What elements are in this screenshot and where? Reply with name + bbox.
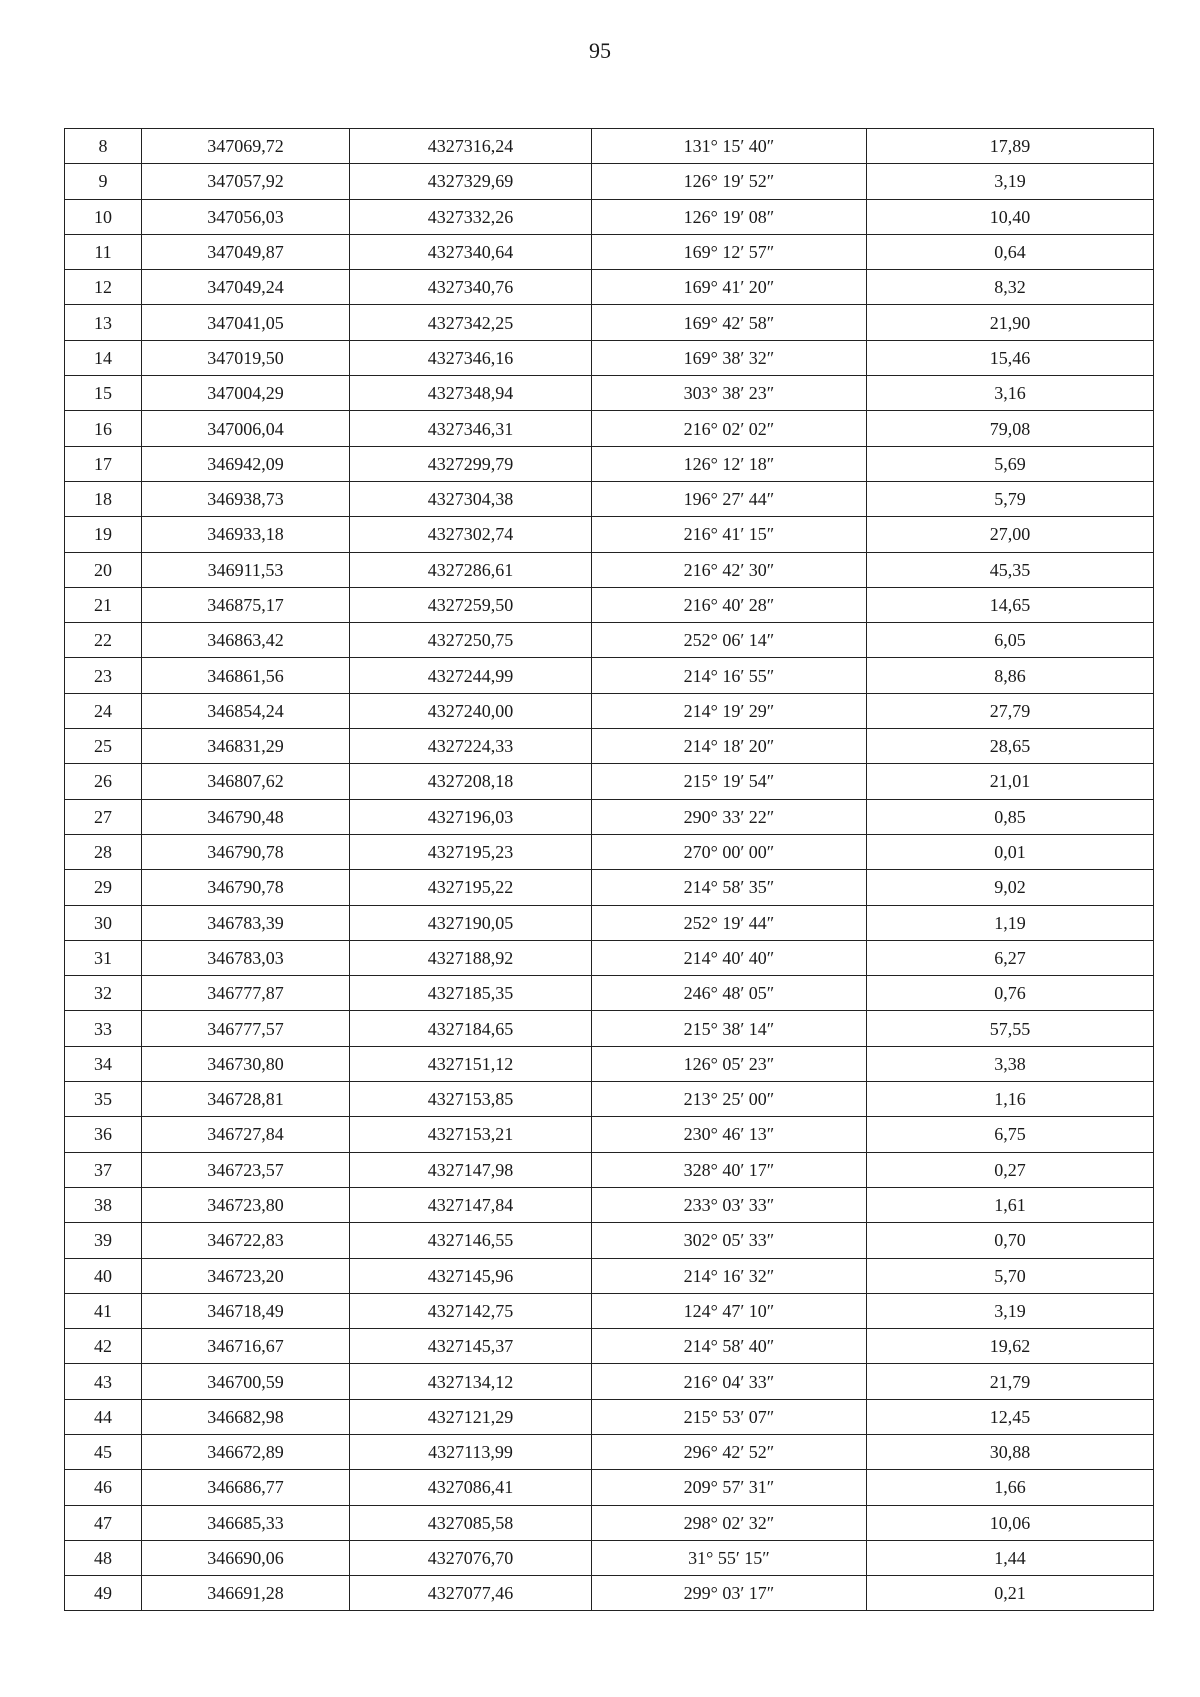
point-number-cell: 36	[65, 1117, 142, 1152]
point-number-cell: 31	[65, 940, 142, 975]
distance-cell: 6,75	[867, 1117, 1154, 1152]
y-coordinate-cell: 4327185,35	[350, 976, 592, 1011]
y-coordinate-cell: 4327299,79	[350, 446, 592, 481]
point-number-cell: 37	[65, 1152, 142, 1187]
table-row	[65, 1152, 1154, 1187]
distance-cell: 10,06	[867, 1505, 1154, 1540]
y-coordinate-cell: 4327240,00	[350, 693, 592, 728]
y-coordinate-cell: 4327244,99	[350, 658, 592, 693]
distance-cell: 1,61	[867, 1187, 1154, 1222]
point-number-cell: 38	[65, 1187, 142, 1222]
y-coordinate-cell: 4327342,25	[350, 305, 592, 340]
point-number-cell: 20	[65, 552, 142, 587]
point-number-cell: 17	[65, 446, 142, 481]
table-row	[65, 411, 1154, 446]
distance-cell: 30,88	[867, 1434, 1154, 1469]
direction-angle-cell: 169° 41′ 20″	[592, 270, 867, 305]
table-row	[65, 129, 1154, 164]
point-number-cell: 26	[65, 764, 142, 799]
y-coordinate-cell: 4327077,46	[350, 1576, 592, 1611]
y-coordinate-cell: 4327145,96	[350, 1258, 592, 1293]
coordinates-table-body	[65, 129, 1154, 1611]
x-coordinate-cell: 347004,29	[142, 376, 350, 411]
direction-angle-cell: 169° 42′ 58″	[592, 305, 867, 340]
y-coordinate-cell: 4327340,76	[350, 270, 592, 305]
direction-angle-cell: 126° 05′ 23″	[592, 1046, 867, 1081]
x-coordinate-cell: 347019,50	[142, 340, 350, 375]
table-row	[65, 1434, 1154, 1469]
table-row	[65, 340, 1154, 375]
table-row	[65, 623, 1154, 658]
distance-cell: 12,45	[867, 1399, 1154, 1434]
x-coordinate-cell: 346690,06	[142, 1540, 350, 1575]
direction-angle-cell: 233° 03′ 33″	[592, 1187, 867, 1222]
direction-angle-cell: 290° 33′ 22″	[592, 799, 867, 834]
point-number-cell: 25	[65, 729, 142, 764]
y-coordinate-cell: 4327113,99	[350, 1434, 592, 1469]
table-row	[65, 446, 1154, 481]
y-coordinate-cell: 4327250,75	[350, 623, 592, 658]
distance-cell: 21,90	[867, 305, 1154, 340]
table-row	[65, 1258, 1154, 1293]
table-row	[65, 905, 1154, 940]
x-coordinate-cell: 347057,92	[142, 164, 350, 199]
table-row	[65, 1117, 1154, 1152]
distance-cell: 0,21	[867, 1576, 1154, 1611]
point-number-cell: 15	[65, 376, 142, 411]
direction-angle-cell: 214° 18′ 20″	[592, 729, 867, 764]
x-coordinate-cell: 347049,24	[142, 270, 350, 305]
coordinates-table	[64, 128, 1154, 1611]
direction-angle-cell: 216° 04′ 33″	[592, 1364, 867, 1399]
point-number-cell: 47	[65, 1505, 142, 1540]
y-coordinate-cell: 4327286,61	[350, 552, 592, 587]
table-row	[65, 1505, 1154, 1540]
direction-angle-cell: 196° 27′ 44″	[592, 481, 867, 516]
table-row	[65, 1540, 1154, 1575]
point-number-cell: 28	[65, 834, 142, 869]
point-number-cell: 24	[65, 693, 142, 728]
distance-cell: 17,89	[867, 129, 1154, 164]
direction-angle-cell: 215° 38′ 14″	[592, 1011, 867, 1046]
table-row	[65, 729, 1154, 764]
distance-cell: 1,44	[867, 1540, 1154, 1575]
distance-cell: 27,00	[867, 517, 1154, 552]
y-coordinate-cell: 4327195,23	[350, 834, 592, 869]
distance-cell: 6,05	[867, 623, 1154, 658]
point-number-cell: 33	[65, 1011, 142, 1046]
direction-angle-cell: 214° 16′ 32″	[592, 1258, 867, 1293]
x-coordinate-cell: 346938,73	[142, 481, 350, 516]
distance-cell: 9,02	[867, 870, 1154, 905]
direction-angle-cell: 216° 02′ 02″	[592, 411, 867, 446]
x-coordinate-cell: 346672,89	[142, 1434, 350, 1469]
direction-angle-cell: 214° 16′ 55″	[592, 658, 867, 693]
distance-cell: 0,85	[867, 799, 1154, 834]
table-row	[65, 1011, 1154, 1046]
table-row	[65, 1364, 1154, 1399]
point-number-cell: 32	[65, 976, 142, 1011]
direction-angle-cell: 126° 19′ 08″	[592, 199, 867, 234]
x-coordinate-cell: 346685,33	[142, 1505, 350, 1540]
distance-cell: 0,64	[867, 234, 1154, 269]
y-coordinate-cell: 4327340,64	[350, 234, 592, 269]
distance-cell: 15,46	[867, 340, 1154, 375]
table-row	[65, 658, 1154, 693]
direction-angle-cell: 214° 40′ 40″	[592, 940, 867, 975]
x-coordinate-cell: 346933,18	[142, 517, 350, 552]
x-coordinate-cell: 346790,78	[142, 834, 350, 869]
x-coordinate-cell: 346730,80	[142, 1046, 350, 1081]
direction-angle-cell: 216° 41′ 15″	[592, 517, 867, 552]
y-coordinate-cell: 4327329,69	[350, 164, 592, 199]
y-coordinate-cell: 4327153,21	[350, 1117, 592, 1152]
point-number-cell: 22	[65, 623, 142, 658]
y-coordinate-cell: 4327348,94	[350, 376, 592, 411]
distance-cell: 0,70	[867, 1223, 1154, 1258]
direction-angle-cell: 296° 42′ 52″	[592, 1434, 867, 1469]
x-coordinate-cell: 346700,59	[142, 1364, 350, 1399]
direction-angle-cell: 252° 19′ 44″	[592, 905, 867, 940]
x-coordinate-cell: 346790,78	[142, 870, 350, 905]
table-row	[65, 1470, 1154, 1505]
point-number-cell: 23	[65, 658, 142, 693]
distance-cell: 3,19	[867, 1293, 1154, 1328]
y-coordinate-cell: 4327153,85	[350, 1082, 592, 1117]
distance-cell: 5,69	[867, 446, 1154, 481]
point-number-cell: 45	[65, 1434, 142, 1469]
table-row	[65, 305, 1154, 340]
distance-cell: 5,70	[867, 1258, 1154, 1293]
x-coordinate-cell: 346777,87	[142, 976, 350, 1011]
point-number-cell: 35	[65, 1082, 142, 1117]
table-row	[65, 376, 1154, 411]
point-number-cell: 46	[65, 1470, 142, 1505]
distance-cell: 3,38	[867, 1046, 1154, 1081]
distance-cell: 5,79	[867, 481, 1154, 516]
y-coordinate-cell: 4327145,37	[350, 1329, 592, 1364]
direction-angle-cell: 303° 38′ 23″	[592, 376, 867, 411]
x-coordinate-cell: 346807,62	[142, 764, 350, 799]
y-coordinate-cell: 4327184,65	[350, 1011, 592, 1046]
table-row	[65, 1187, 1154, 1222]
point-number-cell: 49	[65, 1576, 142, 1611]
table-row	[65, 870, 1154, 905]
y-coordinate-cell: 4327147,84	[350, 1187, 592, 1222]
y-coordinate-cell: 4327259,50	[350, 587, 592, 622]
point-number-cell: 9	[65, 164, 142, 199]
direction-angle-cell: 213° 25′ 00″	[592, 1082, 867, 1117]
table-row	[65, 1576, 1154, 1611]
table-row	[65, 1293, 1154, 1328]
x-coordinate-cell: 346790,48	[142, 799, 350, 834]
x-coordinate-cell: 346727,84	[142, 1117, 350, 1152]
x-coordinate-cell: 347041,05	[142, 305, 350, 340]
table-row	[65, 234, 1154, 269]
direction-angle-cell: 126° 12′ 18″	[592, 446, 867, 481]
y-coordinate-cell: 4327085,58	[350, 1505, 592, 1540]
distance-cell: 45,35	[867, 552, 1154, 587]
distance-cell: 1,16	[867, 1082, 1154, 1117]
distance-cell: 3,16	[867, 376, 1154, 411]
direction-angle-cell: 214° 58′ 35″	[592, 870, 867, 905]
direction-angle-cell: 131° 15′ 40″	[592, 129, 867, 164]
x-coordinate-cell: 346777,57	[142, 1011, 350, 1046]
x-coordinate-cell: 346718,49	[142, 1293, 350, 1328]
y-coordinate-cell: 4327190,05	[350, 905, 592, 940]
distance-cell: 79,08	[867, 411, 1154, 446]
table-row	[65, 1046, 1154, 1081]
distance-cell: 27,79	[867, 693, 1154, 728]
y-coordinate-cell: 4327302,74	[350, 517, 592, 552]
x-coordinate-cell: 346723,20	[142, 1258, 350, 1293]
y-coordinate-cell: 4327147,98	[350, 1152, 592, 1187]
direction-angle-cell: 169° 38′ 32″	[592, 340, 867, 375]
point-number-cell: 18	[65, 481, 142, 516]
direction-angle-cell: 31° 55′ 15″	[592, 1540, 867, 1575]
point-number-cell: 8	[65, 129, 142, 164]
y-coordinate-cell: 4327332,26	[350, 199, 592, 234]
point-number-cell: 21	[65, 587, 142, 622]
y-coordinate-cell: 4327076,70	[350, 1540, 592, 1575]
point-number-cell: 14	[65, 340, 142, 375]
x-coordinate-cell: 346942,09	[142, 446, 350, 481]
x-coordinate-cell: 346854,24	[142, 693, 350, 728]
y-coordinate-cell: 4327316,24	[350, 129, 592, 164]
distance-cell: 0,27	[867, 1152, 1154, 1187]
distance-cell: 1,66	[867, 1470, 1154, 1505]
table-row	[65, 764, 1154, 799]
direction-angle-cell: 124° 47′ 10″	[592, 1293, 867, 1328]
distance-cell: 14,65	[867, 587, 1154, 622]
y-coordinate-cell: 4327134,12	[350, 1364, 592, 1399]
y-coordinate-cell: 4327304,38	[350, 481, 592, 516]
y-coordinate-cell: 4327146,55	[350, 1223, 592, 1258]
y-coordinate-cell: 4327346,31	[350, 411, 592, 446]
distance-cell: 0,76	[867, 976, 1154, 1011]
point-number-cell: 43	[65, 1364, 142, 1399]
direction-angle-cell: 299° 03′ 17″	[592, 1576, 867, 1611]
y-coordinate-cell: 4327086,41	[350, 1470, 592, 1505]
y-coordinate-cell: 4327121,29	[350, 1399, 592, 1434]
table-row	[65, 164, 1154, 199]
direction-angle-cell: 246° 48′ 05″	[592, 976, 867, 1011]
x-coordinate-cell: 346863,42	[142, 623, 350, 658]
point-number-cell: 12	[65, 270, 142, 305]
table-row	[65, 517, 1154, 552]
x-coordinate-cell: 346783,03	[142, 940, 350, 975]
table-row	[65, 693, 1154, 728]
table-row	[65, 552, 1154, 587]
direction-angle-cell: 214° 19′ 29″	[592, 693, 867, 728]
x-coordinate-cell: 347069,72	[142, 129, 350, 164]
x-coordinate-cell: 347006,04	[142, 411, 350, 446]
table-row	[65, 834, 1154, 869]
table-row	[65, 1329, 1154, 1364]
point-number-cell: 13	[65, 305, 142, 340]
y-coordinate-cell: 4327142,75	[350, 1293, 592, 1328]
x-coordinate-cell: 346911,53	[142, 552, 350, 587]
x-coordinate-cell: 346728,81	[142, 1082, 350, 1117]
distance-cell: 10,40	[867, 199, 1154, 234]
point-number-cell: 16	[65, 411, 142, 446]
x-coordinate-cell: 347049,87	[142, 234, 350, 269]
table-row	[65, 976, 1154, 1011]
y-coordinate-cell: 4327224,33	[350, 729, 592, 764]
direction-angle-cell: 302° 05′ 33″	[592, 1223, 867, 1258]
table-row	[65, 1082, 1154, 1117]
point-number-cell: 40	[65, 1258, 142, 1293]
x-coordinate-cell: 346686,77	[142, 1470, 350, 1505]
y-coordinate-cell: 4327208,18	[350, 764, 592, 799]
y-coordinate-cell: 4327188,92	[350, 940, 592, 975]
point-number-cell: 48	[65, 1540, 142, 1575]
table-row	[65, 1399, 1154, 1434]
page-number: 95	[589, 38, 611, 63]
point-number-cell: 29	[65, 870, 142, 905]
direction-angle-cell: 216° 40′ 28″	[592, 587, 867, 622]
y-coordinate-cell: 4327195,22	[350, 870, 592, 905]
x-coordinate-cell: 346875,17	[142, 587, 350, 622]
table-row	[65, 799, 1154, 834]
direction-angle-cell: 252° 06′ 14″	[592, 623, 867, 658]
table-row	[65, 587, 1154, 622]
x-coordinate-cell: 346691,28	[142, 1576, 350, 1611]
distance-cell: 8,86	[867, 658, 1154, 693]
point-number-cell: 39	[65, 1223, 142, 1258]
x-coordinate-cell: 346783,39	[142, 905, 350, 940]
direction-angle-cell: 209° 57′ 31″	[592, 1470, 867, 1505]
point-number-cell: 10	[65, 199, 142, 234]
distance-cell: 28,65	[867, 729, 1154, 764]
direction-angle-cell: 298° 02′ 32″	[592, 1505, 867, 1540]
distance-cell: 57,55	[867, 1011, 1154, 1046]
distance-cell: 21,01	[867, 764, 1154, 799]
x-coordinate-cell: 346682,98	[142, 1399, 350, 1434]
x-coordinate-cell: 346723,80	[142, 1187, 350, 1222]
direction-angle-cell: 126° 19′ 52″	[592, 164, 867, 199]
y-coordinate-cell: 4327151,12	[350, 1046, 592, 1081]
table-row	[65, 481, 1154, 516]
x-coordinate-cell: 346723,57	[142, 1152, 350, 1187]
direction-angle-cell: 214° 58′ 40″	[592, 1329, 867, 1364]
y-coordinate-cell: 4327196,03	[350, 799, 592, 834]
direction-angle-cell: 230° 46′ 13″	[592, 1117, 867, 1152]
direction-angle-cell: 215° 53′ 07″	[592, 1399, 867, 1434]
point-number-cell: 27	[65, 799, 142, 834]
point-number-cell: 44	[65, 1399, 142, 1434]
table-row	[65, 199, 1154, 234]
distance-cell: 6,27	[867, 940, 1154, 975]
direction-angle-cell: 328° 40′ 17″	[592, 1152, 867, 1187]
distance-cell: 8,32	[867, 270, 1154, 305]
direction-angle-cell: 215° 19′ 54″	[592, 764, 867, 799]
x-coordinate-cell: 346716,67	[142, 1329, 350, 1364]
table-row	[65, 270, 1154, 305]
distance-cell: 19,62	[867, 1329, 1154, 1364]
table-row	[65, 1223, 1154, 1258]
distance-cell: 1,19	[867, 905, 1154, 940]
point-number-cell: 11	[65, 234, 142, 269]
x-coordinate-cell: 347056,03	[142, 199, 350, 234]
distance-cell: 3,19	[867, 164, 1154, 199]
point-number-cell: 30	[65, 905, 142, 940]
table-row	[65, 940, 1154, 975]
y-coordinate-cell: 4327346,16	[350, 340, 592, 375]
direction-angle-cell: 216° 42′ 30″	[592, 552, 867, 587]
point-number-cell: 19	[65, 517, 142, 552]
point-number-cell: 34	[65, 1046, 142, 1081]
point-number-cell: 41	[65, 1293, 142, 1328]
x-coordinate-cell: 346831,29	[142, 729, 350, 764]
x-coordinate-cell: 346861,56	[142, 658, 350, 693]
distance-cell: 21,79	[867, 1364, 1154, 1399]
point-number-cell: 42	[65, 1329, 142, 1364]
x-coordinate-cell: 346722,83	[142, 1223, 350, 1258]
direction-angle-cell: 169° 12′ 57″	[592, 234, 867, 269]
distance-cell: 0,01	[867, 834, 1154, 869]
direction-angle-cell: 270° 00′ 00″	[592, 834, 867, 869]
